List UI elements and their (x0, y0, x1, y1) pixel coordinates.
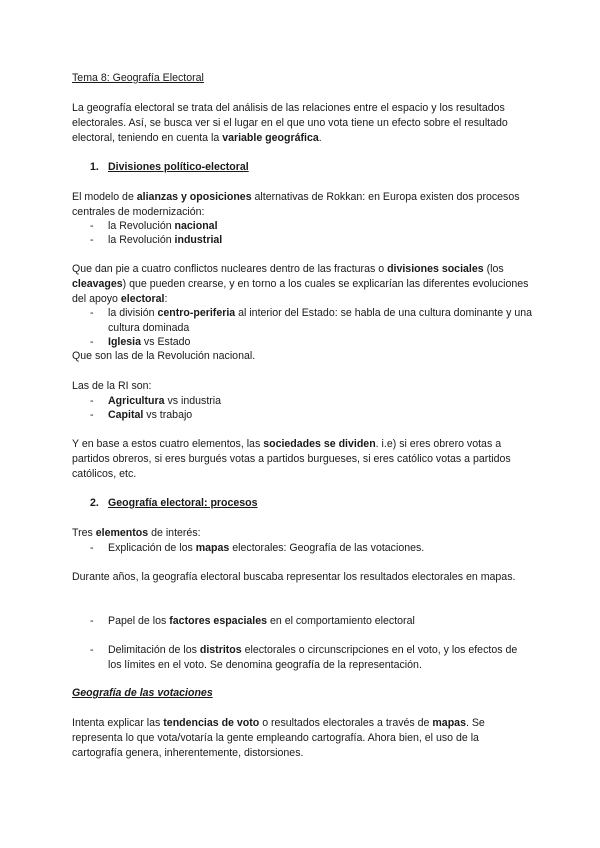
list-item: - Explicación de los mapas electorales: Geografía de las votaciones. (90, 542, 425, 554)
list-item: - la Revolución nacional (90, 220, 218, 232)
section-heading-2: 2. Geografía electoral: procesos (90, 497, 258, 509)
list-item: - Papel de los factores espaciales en el comportamiento electoral (90, 615, 415, 627)
societies-paragraph: Y en base a estos cuatro elementos, las sociedades se dividen. i.e) si eres obrero votas a partidos obreros, si eres burgués votas a partidos burgueses, si eres católico votas a partidos católicos, etc. (72, 438, 511, 480)
list-item: - Capital vs trabajo (90, 409, 193, 421)
list-item: - Agricultura vs industria (90, 395, 222, 407)
intro-paragraph: La geografía electoral se trata del análisis de las relaciones entre el espacio y los resultados electorales. Así, se busca ver si el lugar en el que uno vota tiene un efecto sobre el resultado electoral, teniendo en cuenta la variable geográfica. (72, 102, 508, 144)
list-item: - Iglesia vs Estado (90, 336, 191, 348)
years-paragraph: Durante años, la geografía electoral buscaba representar los resultados electorales en mapas. (72, 571, 516, 583)
section-heading-1: 1. Divisiones político-electoral (90, 161, 249, 173)
model-paragraph: El modelo de alianzas y oposiciones alternativas de Rokkan: en Europa existen dos procesos centrales de modernización: (72, 191, 520, 218)
last-paragraph: Intenta explicar las tendencias de voto o resultados electorales a través de mapas. Se representa lo que vota/votaría la gente empleando cartografía. Ahora bien, el uso de la cartografía genera, inherentemente, distorsiones. (72, 717, 485, 759)
subheading-votaciones: Geografía de las votaciones (72, 687, 213, 699)
national-paragraph: Que son las de la Revolución nacional. (72, 350, 256, 362)
tres-paragraph: Tres elementos de interés: (72, 527, 201, 539)
conflicts-paragraph: Que dan pie a cuatro conflictos nucleares dentro de las fracturas o divisiones sociales (los cleavages) que pueden crearse, y en torno a los cuales se explicarían las diferentes evoluciones del apoyo electoral: (72, 263, 529, 305)
page-title: Tema 8: Geografía Electoral (72, 72, 204, 84)
ri-paragraph: Las de la RI son: (72, 380, 152, 392)
list-item: - la Revolución industrial (90, 234, 223, 246)
list-item: - la división centro-periferia al interior del Estado: se habla de una cultura dominante y una cultura dominada (90, 307, 533, 334)
list-item: - Delimitación de los distritos electorales o circunscripciones en el voto, y los efectos de los límites en el voto. Se denomina geografía de la representación. (90, 644, 518, 671)
